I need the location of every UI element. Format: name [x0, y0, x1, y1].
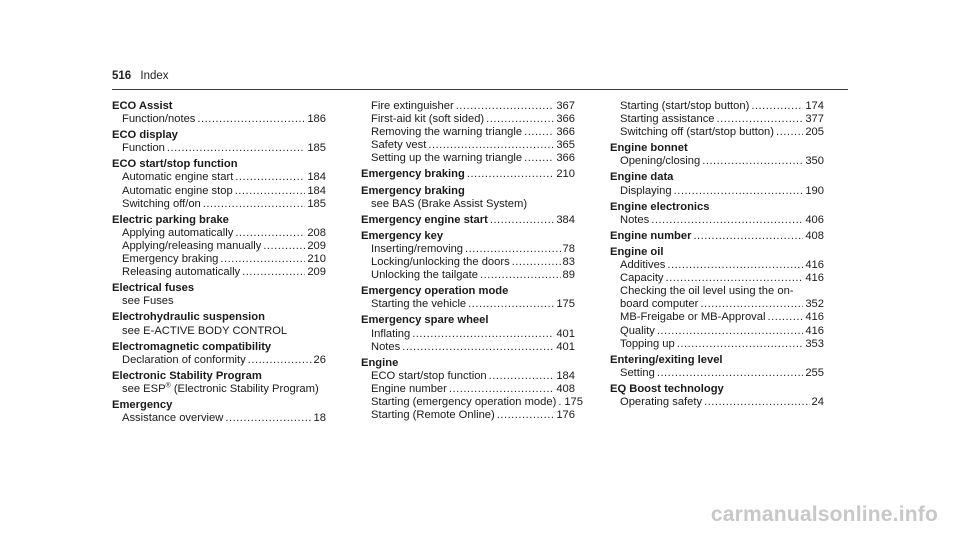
- index-heading: Engine oil: [610, 245, 664, 258]
- index-heading: Emergency key: [361, 229, 444, 242]
- see-reference[interactable]: see ESP® (Electronic Stability Program): [122, 382, 319, 395]
- index-entry[interactable]: Additives ..... 416: [610, 259, 824, 272]
- header-rule: [112, 89, 848, 90]
- index-entry[interactable]: Opening/closing ..... 350: [610, 155, 824, 168]
- index-entry[interactable]: Automatic engine stop ..... 184: [112, 185, 326, 198]
- index-column-1: [112, 100, 326, 425]
- index-entry[interactable]: Inserting/removing ..... 78: [361, 243, 575, 256]
- index-entry[interactable]: Emergency braking ..... 210: [112, 253, 326, 266]
- index-heading: Electromagnetic compatibility: [112, 340, 272, 353]
- index-entry[interactable]: MB-Freigabe or MB-Approval ..... 416: [610, 311, 824, 324]
- index-heading: ECO Assist: [112, 100, 173, 112]
- index-column-3: [610, 100, 824, 409]
- index-heading: Engine: [361, 356, 399, 369]
- index-heading: Emergency operation mode: [361, 285, 509, 298]
- index-entry[interactable]: Function ..... 185: [112, 142, 326, 155]
- index-entry[interactable]: ECO start/stop function ..... 184: [361, 370, 575, 383]
- index-entry[interactable]: Applying/releasing manually ..... 209: [112, 240, 326, 253]
- index-entry[interactable]: Capacity ..... 416: [610, 272, 824, 285]
- index-entry[interactable]: Assistance overview ..... 18: [112, 412, 326, 425]
- index-heading: Emergency spare wheel: [361, 314, 489, 327]
- index-entry[interactable]: Switching off (start/stop button) ..... 205: [610, 126, 824, 139]
- see-reference[interactable]: see Fuses: [122, 295, 174, 308]
- index-entry-line1[interactable]: Checking the oil level using the on-: [620, 285, 794, 298]
- index-heading-entry[interactable]: Emergency engine start ..... 384: [361, 214, 575, 227]
- index-entry[interactable]: Notes ..... 401: [361, 341, 575, 354]
- index-heading: Engine electronics: [610, 200, 710, 213]
- index-heading: Emergency: [112, 398, 173, 411]
- index-entry[interactable]: Applying automatically ..... 208: [112, 227, 326, 240]
- see-reference[interactable]: see BAS (Brake Assist System): [371, 197, 528, 210]
- index-entry[interactable]: Quality ..... 416: [610, 325, 824, 338]
- index-entry[interactable]: Setting ..... 255: [610, 367, 824, 380]
- see-reference[interactable]: see E-ACTIVE BODY CONTROL: [122, 324, 288, 337]
- index-heading-entry[interactable]: Engine number ..... 408: [610, 230, 824, 243]
- index-heading: EQ Boost technology: [610, 382, 724, 395]
- index-entry[interactable]: Inflating ..... 401: [361, 328, 575, 341]
- index-entry[interactable]: Displaying ..... 190: [610, 185, 824, 198]
- index-heading: Entering/exiting level: [610, 353, 723, 366]
- section-title: Index: [140, 70, 169, 82]
- index-entry[interactable]: Automatic engine start ..... 184: [112, 171, 326, 184]
- index-entry[interactable]: Starting (start/stop button) ..... 174: [610, 100, 824, 113]
- index-entry[interactable]: Setting up the warning triangle ..... 366: [361, 152, 575, 165]
- index-entry[interactable]: Engine number ..... 408: [361, 383, 575, 396]
- index-heading: Emergency braking: [361, 184, 465, 197]
- index-entry[interactable]: Releasing automatically ..... 209: [112, 266, 326, 279]
- index-heading-entry[interactable]: Emergency braking ..... 210: [361, 168, 575, 181]
- watermark-text: carmanualsonline.info: [710, 503, 938, 526]
- index-entry[interactable]: Function/notes ..... 186: [112, 113, 326, 126]
- index-heading: Engine bonnet: [610, 142, 688, 155]
- index-heading: ECO start/stop function: [112, 158, 238, 171]
- page-number: 516: [112, 70, 132, 82]
- page-header: [112, 70, 169, 82]
- index-entry[interactable]: Switching off/on ..... 185: [112, 198, 326, 211]
- index-entry[interactable]: Starting assistance ..... 377: [610, 113, 824, 126]
- index-heading: Electric parking brake: [112, 213, 229, 226]
- index-entry[interactable]: Unlocking the tailgate ..... 89: [361, 269, 575, 282]
- index-heading: Electrical fuses: [112, 282, 195, 295]
- index-entry[interactable]: Starting the vehicle ..... 175: [361, 298, 575, 311]
- index-entry[interactable]: Starting (emergency operation mode) ..... 175: [361, 396, 575, 409]
- index-heading: Electronic Stability Program: [112, 369, 262, 382]
- index-entry[interactable]: Notes ..... 406: [610, 214, 824, 227]
- index-entry[interactable]: Topping up ..... 353: [610, 338, 824, 351]
- index-entry[interactable]: Fire extinguisher ..... 367: [361, 100, 575, 113]
- index-entry[interactable]: Safety vest ..... 365: [361, 139, 575, 152]
- index-heading: Electrohydraulic suspension: [112, 311, 265, 324]
- index-entry[interactable]: Declaration of conformity ..... 26: [112, 354, 326, 367]
- index-column-2: [361, 100, 583, 422]
- index-entry[interactable]: Locking/unlocking the doors ..... 83: [361, 256, 575, 269]
- index-heading: ECO display: [112, 129, 178, 142]
- index-heading: Engine data: [610, 171, 674, 184]
- index-entry[interactable]: Removing the warning triangle ..... 366: [361, 126, 575, 139]
- index-entry[interactable]: Operating safety ..... 24: [610, 396, 824, 409]
- index-entry[interactable]: board computer ..... 352: [610, 298, 824, 311]
- index-entry[interactable]: First-aid kit (soft sided) ..... 366: [361, 113, 575, 126]
- index-entry[interactable]: Starting (Remote Online) ..... 176: [361, 409, 575, 422]
